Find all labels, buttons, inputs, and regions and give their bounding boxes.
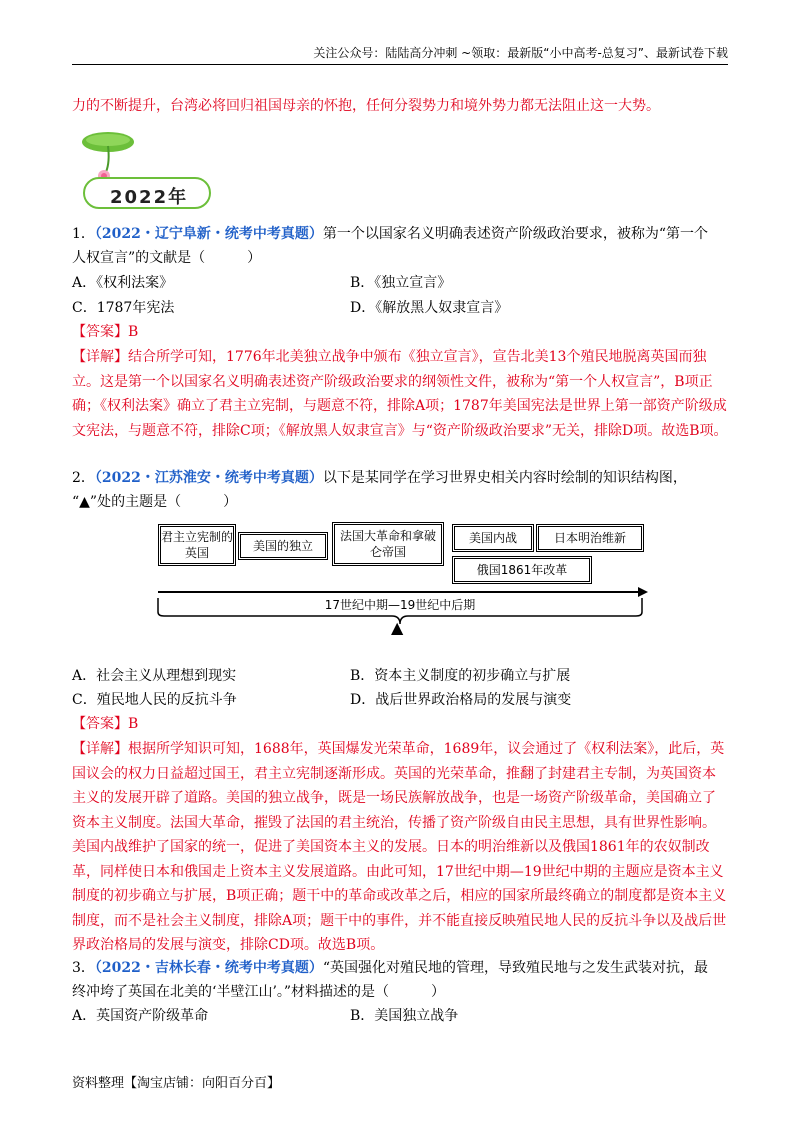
timeline-label: 17世纪中期—19世纪中后期: [324, 598, 476, 612]
intro-text: 力的不断提升，台湾必将回归祖国母亲的怀抱，任何分裂势力和境外势力都无法阻止这一大势。: [72, 98, 660, 114]
q1-option-b: B．《独立宣言》: [350, 275, 452, 291]
q3-option-a: A．英国资产阶级革命: [72, 1008, 209, 1024]
q2-text1: 以下是某同学在学习世界史相关内容时绘制的知识结构图，: [322, 470, 687, 486]
q2-option-c: C．殖民地人民的反抗斗争: [72, 692, 237, 708]
q1-answer: 【答案】B: [72, 324, 139, 340]
q1-number: 1．: [72, 226, 95, 242]
diagram-box-french-revolution: 法国大革命和拿破仑帝国: [334, 524, 442, 564]
q3-source: （2022・吉林长春・统考中考真题）: [94, 960, 323, 976]
q3-option-b: B．美国独立战争: [350, 1008, 459, 1024]
q2-line1: [72, 466, 687, 490]
q1-text2: 人权宣言”的文献是（ ）: [72, 250, 262, 266]
q2-text2: “▲”处的主题是（ ）: [72, 494, 238, 510]
q1-text1: 第一个以国家名义明确表述资产阶级政治要求，被称为“第一个: [322, 226, 709, 242]
q1-option-a: A．《权利法案》: [72, 275, 174, 291]
q3-line1: [72, 956, 708, 980]
q3-number: 3．: [72, 960, 95, 976]
q1-option-c: C．1787年宪法: [72, 300, 175, 316]
q3-text1: “英国强化对殖民地的管理，导致殖民地与之发生武装对抗，最: [322, 960, 709, 976]
q1-option-d: D．《解放黑人奴隶宣言》: [350, 300, 509, 316]
q3-text2: 终冲垮了英国在北美的‘半壁江山’。”材料描述的是（ ）: [72, 984, 446, 1000]
q1-detail: 【详解】结合所学可知，1776年北美独立战争中颁布《独立宣言》，宣告北美13个殖民地脱离英国而独立。这是第一个以国家名义明确表述资产阶级政治要求的纲领性文件，被称为“第一个人权宣言”，B项正确；《权利法案》确立了君主立宪制，与题意不符，排除A项；1787年美国宪法是世界上第一部资产阶级成文宪法，与题意不符，排除C项；《解放黑人奴隶宣言》与“资产阶级政治要求”无关，排除D项。故选B项。: [72, 349, 728, 439]
q2-source: （2022・江苏淮安・统考中考真题）: [94, 470, 323, 486]
year-badge: [80, 128, 212, 216]
diagram-box-us-independence: 美国的独立: [240, 534, 326, 558]
diagram-box-meiji: 日本明治维新: [538, 526, 642, 550]
q2-option-b: B．资本主义制度的初步确立与扩展: [350, 668, 571, 684]
header-rule: [72, 64, 728, 65]
q1-line1: [72, 222, 708, 246]
q2-detail: 【详解】根据所学知识可知，1688年，英国爆发光荣革命，1689年，议会通过了《权利法案》，此后，英国议会的权力日益超过国王，君主立宪制逐渐形成。英国的光荣革命，推翻了封建君主专制，为英国资本主义的发展开辟了道路。美国的独立战争，既是一场民族解放战争，也是一场资产阶级革命，美国确立了资本主义制度。法国大革命，摧毁了法国的君主统治，传播了资产阶级自由民主思想，具有世界性影响。美国内战维护了国家的统一，促进了美国资本主义的发展。日本的明治维新以及俄国1861年的农奴制改革，同样使日本和俄国走上资本主义发展道路。由此可知，17世纪中期—19世纪中期的主题应是资本主义制度的初步确立与扩展，B项正确；题干中的革命或改革之后，相应的国家所最终确立的制度都是资本主义制度，而不是社会主义制度，排除A项；题干中的事件，并不能直接反映殖民地人民的反抗斗争以及战后世界政治格局的发展与演变，排除CD项。故选B项。: [72, 741, 727, 953]
q2-option-d: D．战后世界政治格局的发展与演变: [350, 692, 572, 708]
q2-number: 2．: [72, 470, 95, 486]
badge-year: 2022年: [110, 187, 189, 208]
page-header: 关注公众号：陆陆高分冲刺 ~领取：最新版“小中高考-总复习”、最新试卷下载: [313, 46, 728, 60]
diagram-box-us-civil-war: 美国内战: [454, 526, 532, 550]
q2-option-a: A．社会主义从理想到现实: [72, 668, 237, 684]
q1-source: （2022・辽宁阜新・统考中考真题）: [94, 226, 323, 242]
diagram-box-russia-reform: 俄国1861年改革: [454, 558, 590, 582]
diagram-box-england: 君主立宪制的英国: [160, 526, 234, 564]
q2-answer: 【答案】B: [72, 716, 139, 732]
triangle-marker: ▲: [391, 618, 404, 637]
page-footer: 资料整理【淘宝店铺：向阳百分百】: [72, 1076, 281, 1091]
